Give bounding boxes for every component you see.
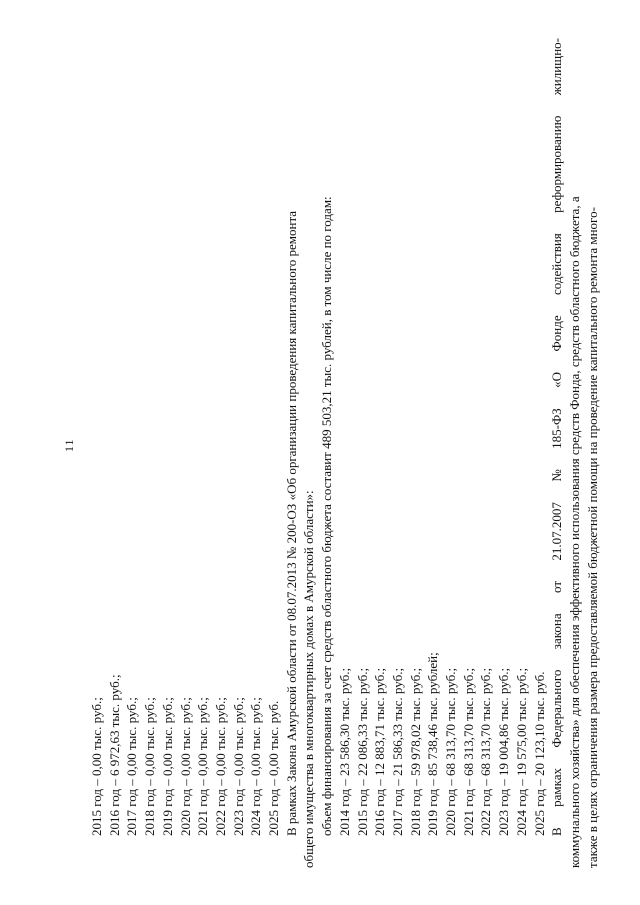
paragraph-line: общего имущества в многоквартирных домах в Амурской области»: <box>301 490 317 868</box>
list-item: 2015 год – 22 086,33 тыс. руб.; <box>354 667 370 836</box>
list-item: 2019 год – 0,00 тыс. руб.; <box>159 697 175 836</box>
word: В <box>549 827 565 836</box>
list-item: 2025 год – 20 123,10 тыс. руб. <box>531 671 547 836</box>
word: «О <box>549 371 565 388</box>
list-item: 2022 год – 68 313,70 тыс. руб.; <box>478 667 494 836</box>
word: рамках <box>549 768 565 807</box>
word: реформированию <box>549 115 565 213</box>
list-item: 2016 год – 6 972,63 тыс. руб.; <box>106 674 122 836</box>
list-item: 2018 год – 0,00 тыс. руб.; <box>142 697 158 836</box>
paragraph-line: коммунального хозяйства» для обеспечения эффективного использования средств Фонда, средств областного бюджета, а <box>566 196 582 868</box>
list-item: 2018 год – 59 978,02 тыс. руб.; <box>407 667 423 836</box>
list-item: 2015 год – 0,00 тыс. руб.; <box>89 697 104 836</box>
list-item: 2016 год – 12 883,71 тыс. руб.; <box>372 667 388 836</box>
list-item: 2017 год – 21 586,33 тыс. руб.; <box>389 667 405 836</box>
word: содействия <box>549 233 565 295</box>
list-item: 2023 год – 0,00 тыс. руб.; <box>230 697 246 836</box>
paragraph-line: В рамках Закона Амурской области от 08.07.2013 № 200-ОЗ «Об организации проведения капитального ремонта <box>283 210 299 836</box>
paragraph-amur-law <box>283 38 336 868</box>
page-number: 11 <box>62 438 76 452</box>
list-item: 2020 год – 68 313,70 тыс. руб.; <box>443 667 459 836</box>
list-item: 2022 год – 0,00 тыс. руб.; <box>212 697 228 836</box>
list-item: 2019 год – 85 738,46 тыс. рублей; <box>425 652 441 836</box>
word: Федерального <box>549 669 565 748</box>
word: Фонде <box>549 315 565 352</box>
word: жилищно- <box>549 38 565 96</box>
paragraph-line: также в целях ограничения размера предоставляемой бюджетной помощи на проведение капитального ремонта много- <box>584 207 600 868</box>
funding-list-part2 <box>336 38 548 868</box>
list-item: 2024 год – 0,00 тыс. руб.; <box>248 697 264 836</box>
list-item: 2020 год – 0,00 тыс. руб.; <box>177 697 193 836</box>
word: от <box>549 580 565 593</box>
list-item: 2023 год – 19 004,86 тыс. руб.; <box>496 667 512 836</box>
paragraph-line-justified <box>548 38 566 868</box>
word: 21.07.2007 <box>549 502 565 561</box>
list-item: 2021 год – 68 313,70 тыс. руб.; <box>460 667 476 836</box>
paragraph-line: объем финансирования за счет средств областного бюджета составит 489 503,21 тыс. рублей, в том числе по годам: <box>319 196 335 836</box>
list-item: 2017 год – 0,00 тыс. руб.; <box>124 697 140 836</box>
list-item: 2014 год – 23 586,30 тыс. руб.; <box>336 667 352 836</box>
funding-list-part1 <box>88 38 283 868</box>
list-item: 2025 год – 0,00 тыс. руб. <box>266 700 282 836</box>
word: № <box>549 469 565 482</box>
list-item: 2021 год – 0,00 тыс. руб.; <box>195 697 211 836</box>
word: 185-ФЗ <box>549 408 565 449</box>
document-body <box>88 38 601 868</box>
paragraph-federal-law <box>548 38 601 868</box>
list-item: 2024 год – 19 575,00 тыс. руб.; <box>513 667 529 836</box>
word: закона <box>549 613 565 650</box>
